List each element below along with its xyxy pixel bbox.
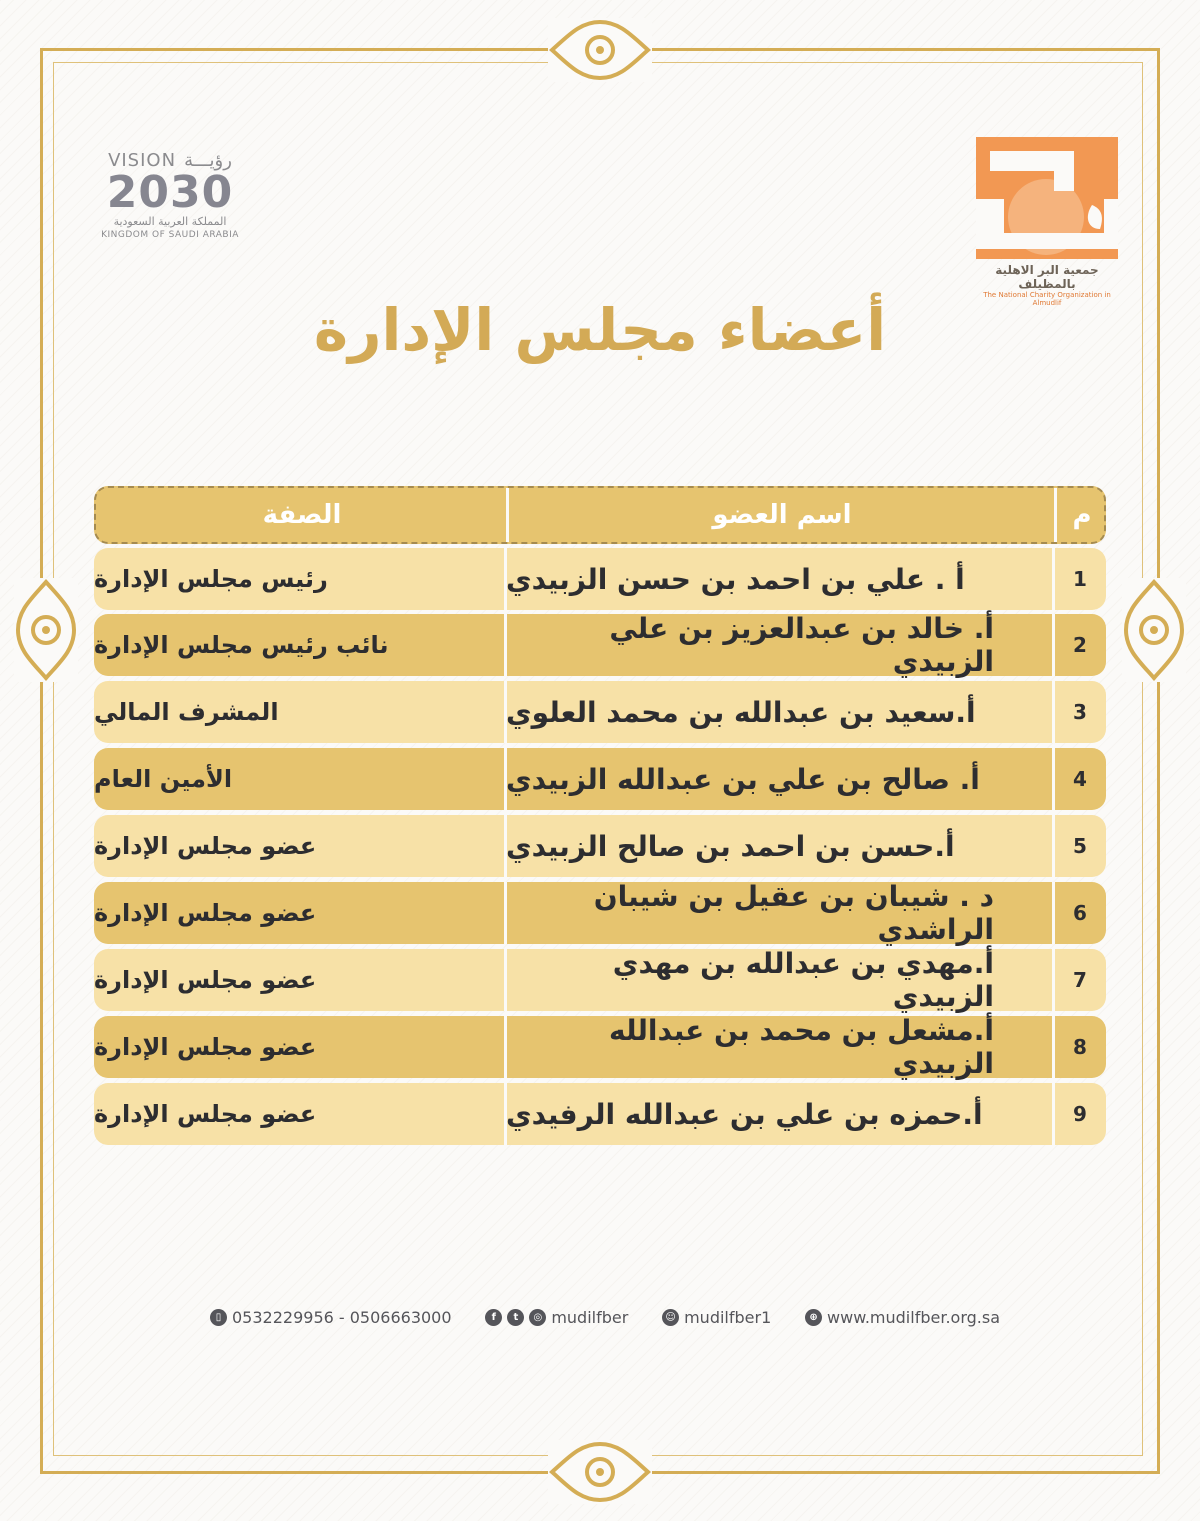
table-row [94, 548, 1106, 610]
page-title: أعضاء مجلس الإدارة [313, 296, 887, 364]
member-role: عضو مجلس الإدارة [94, 966, 317, 994]
member-number: 9 [1073, 1102, 1087, 1126]
member-name: د . شيبان بن عقيل بن شيبان الراشدي [593, 880, 994, 946]
table-row [94, 1016, 1106, 1078]
website-contact [805, 1308, 1000, 1327]
social-handle[interactable]: mudilfber [551, 1308, 629, 1327]
member-number: 6 [1073, 901, 1087, 925]
organization-mark-icon [976, 137, 1118, 259]
top-ornament-icon [548, 18, 652, 82]
member-name: أ. خالد بن عبدالعزيز بن علي الزبيدي [609, 612, 994, 678]
right-ornament-icon [1122, 578, 1186, 682]
member-name: أ. صالح بن علي بن عبدالله الزبيدي [506, 762, 980, 796]
vision-label-ar: رؤيـــة [184, 150, 232, 171]
table-row [94, 815, 1106, 877]
contact-footer [210, 1308, 1000, 1327]
snapchat-icon[interactable]: ☺ [662, 1309, 679, 1326]
board-members-table [94, 486, 1106, 1131]
member-number: 7 [1073, 968, 1087, 992]
organization-name-ar: جمعية البر الاهلية بالمظيلف [995, 263, 1099, 291]
twitter-icon[interactable]: t [507, 1309, 524, 1326]
vision-country-en: KINGDOM OF SAUDI ARABIA [101, 230, 239, 240]
table-header [94, 486, 1106, 544]
table-row [94, 748, 1106, 810]
social-contact [485, 1308, 628, 1327]
left-ornament-icon [14, 578, 78, 682]
member-role: الأمين العام [94, 765, 233, 793]
instagram-icon[interactable]: ◎ [529, 1309, 546, 1326]
member-number: 8 [1073, 1035, 1087, 1059]
vision-2030-logo [95, 150, 245, 241]
member-number: 5 [1073, 834, 1087, 858]
member-name: أ.حسن بن احمد بن صالح الزبيدي [506, 829, 955, 863]
snapchat-contact [662, 1308, 771, 1327]
table-row [94, 1083, 1106, 1145]
header-role: الصفة [262, 500, 342, 530]
member-role: نائب رئيس مجلس الإدارة [94, 631, 389, 659]
phone-icon: ▯ [210, 1309, 227, 1326]
phone-contact [210, 1308, 452, 1327]
globe-icon: ⊕ [805, 1309, 822, 1326]
member-role: عضو مجلس الإدارة [94, 1033, 317, 1061]
member-name: أ.مشعل بن محمد بن عبدالله الزبيدي [609, 1014, 994, 1080]
phone-numbers: 0532229956 - 0506663000 [232, 1308, 452, 1327]
member-role: عضو مجلس الإدارة [94, 899, 317, 927]
vision-year: 2030 [106, 167, 234, 218]
snapchat-handle[interactable]: mudilfber1 [684, 1308, 772, 1327]
organization-logo [972, 137, 1122, 307]
member-role: رئيس مجلس الإدارة [94, 565, 328, 593]
member-role: عضو مجلس الإدارة [94, 1100, 317, 1128]
vision-label: VISION [108, 150, 177, 171]
member-number: 4 [1073, 767, 1087, 791]
table-row [94, 681, 1106, 743]
table-row [94, 949, 1106, 1011]
header-name: اسم العضو [712, 500, 852, 530]
member-name: أ . علي بن احمد بن حسن الزبيدي [506, 562, 965, 596]
member-role: المشرف المالي [94, 698, 279, 726]
vision-country-ar: المملكة العربية السعودية [113, 215, 227, 228]
bottom-ornament-icon [548, 1440, 652, 1504]
member-number: 2 [1073, 633, 1087, 657]
member-name: أ.سعيد بن عبدالله بن محمد العلوي [506, 695, 976, 729]
table-row [94, 614, 1106, 676]
website-link[interactable]: www.mudilfber.org.sa [827, 1308, 1000, 1327]
member-name: أ.حمزه بن علي بن عبدالله الرفيدي [506, 1097, 983, 1131]
organization-name-en: The National Charity Organization in Almudlif [983, 291, 1111, 307]
member-number: 3 [1073, 700, 1087, 724]
facebook-icon[interactable]: f [485, 1309, 502, 1326]
member-role: عضو مجلس الإدارة [94, 832, 317, 860]
member-name: أ.مهدي بن عبدالله بن مهدي الزبيدي [612, 947, 994, 1013]
header-number: م [1072, 500, 1092, 530]
member-number: 1 [1073, 567, 1087, 591]
table-row [94, 882, 1106, 944]
